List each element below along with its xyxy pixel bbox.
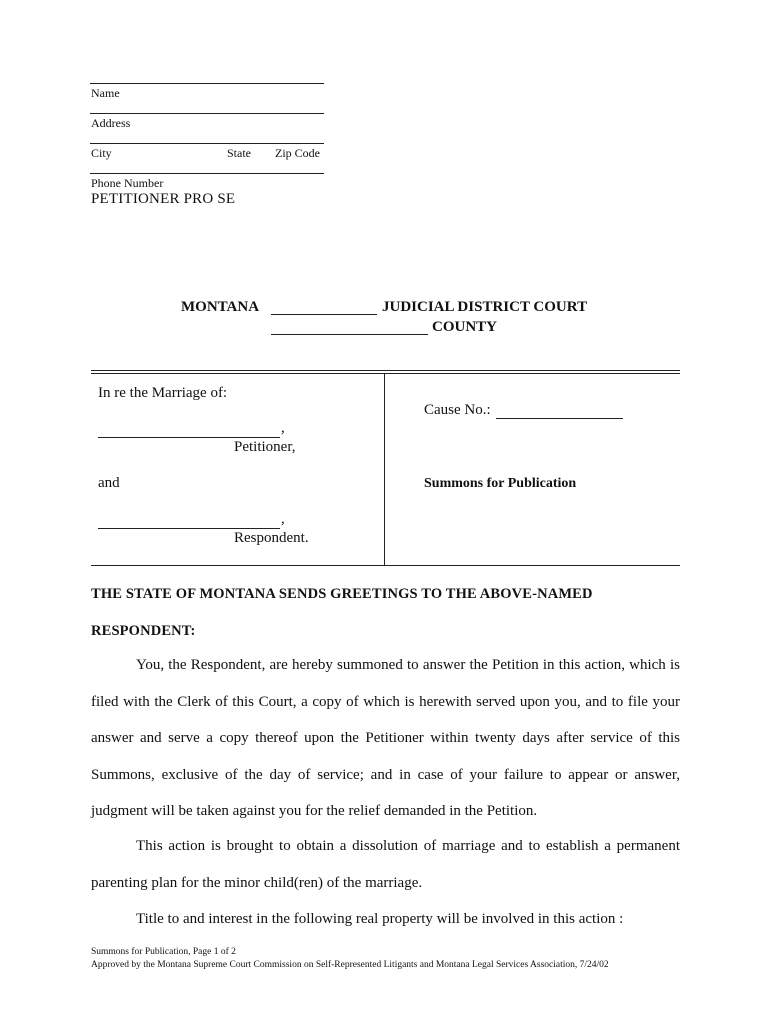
summons-paragraph: You, the Respondent, are hereby summoned to answer the Petition in this action, which is filed with the Clerk of this Court, a copy of which is herewith served upon you, and to file your answer and serve a copy thereof upon the Petitioner within twenty days after service of this Summons, exclusive of the day of service; and in case of your failure to appear or answer, judgment will be taken against you for the relief demanded in the Petition. bbox=[91, 657, 680, 819]
address-line bbox=[90, 113, 324, 114]
document-title: Summons for Publication bbox=[424, 476, 577, 491]
court-district-label: JUDICIAL DISTRICT COURT bbox=[382, 299, 588, 315]
court-county-label: COUNTY bbox=[432, 319, 498, 335]
state-label: State bbox=[227, 146, 251, 160]
cause-number-label: Cause No.: bbox=[424, 402, 491, 418]
in-re-marriage-label: In re the Marriage of: bbox=[98, 385, 228, 401]
cause-number-blank bbox=[496, 418, 623, 419]
phone-label: Phone Number bbox=[91, 176, 164, 190]
phone-line bbox=[90, 173, 324, 174]
district-blank bbox=[271, 314, 377, 315]
petitioner-name-blank bbox=[98, 437, 280, 438]
respondent-comma: , bbox=[281, 511, 285, 527]
footer-approval: Approved by the Montana Supreme Court Commission on Self-Represented Litigants and Montana Legal Services Association, 7/24/02 bbox=[91, 960, 609, 970]
real-property-paragraph: Title to and interest in the following real property will be involved in this action : bbox=[136, 911, 624, 927]
zip-code-label: Zip Code bbox=[275, 146, 320, 160]
greeting-heading-respondent: RESPONDENT: bbox=[91, 623, 196, 639]
county-blank bbox=[271, 334, 428, 335]
greeting-heading: THE STATE OF MONTANA SENDS GREETINGS TO THE ABOVE-NAMED bbox=[91, 586, 593, 602]
petitioner-pro-se-label: PETITIONER PRO SE bbox=[91, 191, 236, 207]
court-state-label: MONTANA bbox=[181, 299, 260, 315]
action-purpose-paragraph: This action is brought to obtain a dissolution of marriage and to establish a permanent parenting plan for the minor child(ren) of the marriage. bbox=[91, 838, 680, 891]
caption-top-border bbox=[91, 370, 680, 374]
caption-bottom-border bbox=[91, 565, 680, 566]
name-label: Name bbox=[91, 86, 120, 100]
footer-page-info: Summons for Publication, Page 1 of 2 bbox=[91, 947, 236, 957]
city-line bbox=[90, 143, 324, 144]
respondent-name-blank bbox=[98, 528, 280, 529]
address-label: Address bbox=[91, 116, 131, 130]
petitioner-label: Petitioner, bbox=[234, 439, 296, 455]
petitioner-comma: , bbox=[281, 420, 285, 436]
caption-divider bbox=[384, 374, 385, 565]
name-line bbox=[90, 83, 324, 84]
city-label: City bbox=[91, 146, 112, 160]
respondent-label: Respondent. bbox=[234, 530, 309, 546]
and-label: and bbox=[98, 475, 120, 491]
